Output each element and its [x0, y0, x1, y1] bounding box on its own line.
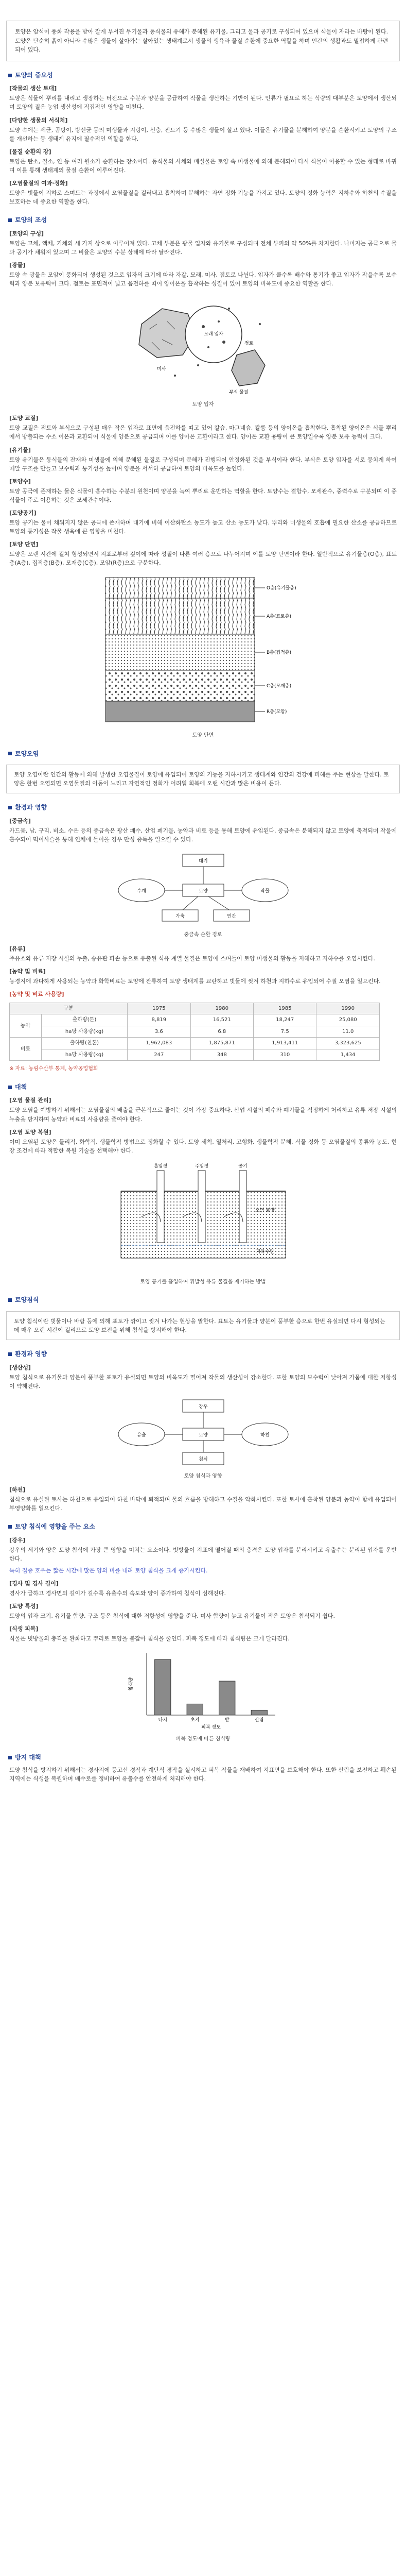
paragraph: 주유소와 유류 저장 시설의 누출, 송유관 파손 등으로 유출된 석유 계열 물질은 토양에 스며들어 토양 미생물의 활동을 저해하고 지하수를 오염시킨다. — [9, 955, 375, 962]
subheading: [다양한 생물의 서식처] — [9, 116, 68, 124]
fig4-label: 지하수면 — [256, 1249, 274, 1255]
paragraph: 토양은 빗물이 지하로 스며드는 과정에서 오염물질을 걸러내고 흡착하며 분해하는 자연 정화 기능을 가지고 있다. 토양의 정화 능력은 지하수와 하천의 수질을 보호하는 데 중요한 역할을 한다. — [9, 189, 397, 205]
subheading: [강우] — [9, 1536, 26, 1544]
figure-erosion-chart — [0, 1648, 406, 1743]
figure-vapor-extraction — [0, 1160, 406, 1286]
x-tick-label: 나지 — [158, 1718, 167, 1723]
table-cell: ha당 사용량(kg) — [41, 1026, 127, 1038]
paragraph: 토양의 입자 크기, 유기물 함량, 구조 등은 침식에 대한 저항성에 영향을 준다. 미사 함량이 높고 유기물이 적은 토양은 침식되기 쉽다. — [9, 1613, 335, 1620]
bullet-icon — [8, 1086, 12, 1089]
chart-caption: 피복 정도에 따른 침식량 — [175, 1736, 231, 1742]
subheading: [물질 순환의 장] — [9, 148, 51, 155]
subheading: [하천] — [9, 1486, 26, 1494]
fig1-label: 부식 물질 — [228, 389, 249, 395]
paragraph: 식물은 빗방울의 충격을 완화하고 뿌리로 토양을 붙잡아 침식을 줄인다. 피복 정도에 따라 침식량은 크게 달라진다. — [9, 1635, 290, 1642]
paragraph: 토양 공기는 물이 채워지지 않은 공극에 존재하며 대기에 비해 이산화탄소 농도가 높고 산소 농도가 낮다. 뿌리와 미생물의 호흡에 필요한 산소를 공급하므로 토양의 통기성은 작물 생육에 큰 영향을 미친다. — [9, 519, 397, 535]
soil-particles-illustration — [126, 293, 280, 396]
fig5-label: 침식 — [198, 1456, 208, 1462]
subheading: [경사 및 경사 길이] — [9, 1580, 59, 1587]
table-cell: 18,247 — [254, 1014, 316, 1026]
table-header-cell: 1980 — [190, 1003, 253, 1014]
bullet-icon — [8, 1525, 12, 1529]
table-cell: 3,323,625 — [316, 1038, 380, 1049]
section-title-text: 토양침식 — [15, 1296, 39, 1304]
bullet-icon — [8, 1352, 12, 1356]
table-cell: 310 — [254, 1049, 316, 1061]
table-cell: 1,913,411 — [254, 1038, 316, 1049]
fig4-label: 흡입정 — [153, 1163, 167, 1169]
bullet-icon — [8, 752, 12, 755]
fig2-label: C층(모재층) — [266, 684, 291, 689]
paragraph: 카드뮴, 납, 구리, 비소, 수은 등의 중금속은 광산 폐수, 산업 폐기물, 농약과 비료 등을 통해 토양에 유입된다. 중금속은 분해되지 않고 토양에 축적되며 작물에 흡수되어 먹이사슬을 통해 인체에 들어올 경우 만성 중독을 일으킬 수 있다. — [9, 827, 397, 843]
paragraph: 경사가 급하고 경사면의 길이가 길수록 유출수의 속도와 양이 증가하여 침식이 심해진다. — [9, 1590, 226, 1597]
table-cell: 7.5 — [254, 1026, 316, 1038]
section-title-pollution — [8, 749, 398, 759]
subheading: [토양공기] — [9, 509, 37, 516]
figure-caption: 중금속 순환 경로 — [184, 932, 222, 938]
fig3-label: 대기 — [198, 859, 208, 865]
table-row — [10, 1014, 380, 1026]
fig4-label: 오염 토양 — [255, 1208, 275, 1213]
section-title-text: 토양의 중요성 — [15, 71, 53, 79]
soil-profile-illustration — [95, 572, 311, 727]
subheading: [오염 토양 복원] — [9, 1128, 51, 1136]
intro-text: 토양은 암석이 풍화 작용을 받아 잘게 부서진 무기물과 동식물의 유해가 분해된 유기물, 그리고 물과 공기로 구성되어 있으며 식물이 자라는 바탕이 된다. 토양은 단순히 흙이 아니라 수많은 생물이 살아가는 살아있는 생태계로서 생물의 생육과 물질 순환에 중요한 역할을 하며 인간의 생활과도 밀접하게 관련되어 있다. — [15, 28, 389, 54]
table-row — [10, 1049, 380, 1061]
subheading: [오염 물질 관리] — [9, 1097, 51, 1104]
subheading: [유류] — [9, 945, 26, 952]
pollution-box — [6, 765, 400, 793]
fig3-label: 수계 — [136, 889, 146, 894]
paragraph: 토양은 오랜 시간에 걸쳐 형성되면서 지표로부터 깊이에 따라 성질이 다른 여러 층으로 나누어지며 이를 토양 단면이라 한다. 일반적으로 유기물층(O층), 표토층(A층), 집적층(B층), 모재층(C층), 모암(R층)으로 구분한다. — [9, 550, 397, 567]
paragraph: 토양 교질은 점토와 부식으로 구성된 매우 작은 입자로 표면에 음전하를 띠고 있어 칼슘, 마그네슘, 칼륨 등의 양이온을 흡착한다. 흡착된 양이온은 식물 뿌리에서 방출되는 수소 이온과 교환되어 식물에 양분으로 공급되며 이를 양이온 교환이라고 한다. 양이온 교환 용량이 큰 토양일수록 양분 보유 능력이 크다. — [9, 425, 397, 440]
fig2-label: R층(모암) — [266, 709, 287, 715]
table-header-row — [10, 1003, 380, 1014]
table-cell: 16,521 — [190, 1014, 253, 1026]
usage-table — [9, 1003, 380, 1061]
bullet-icon — [8, 218, 12, 222]
subheading: [토양 단면] — [9, 540, 39, 548]
table-cell: 1,434 — [316, 1049, 380, 1061]
subheading: [식생 피복] — [9, 1625, 39, 1633]
figure-soil-profile — [0, 572, 406, 740]
paragraph: 농경지에 과다하게 사용되는 농약과 화학비료는 토양에 잔류하여 토양 생태계를 교란하고 빗물에 씻겨 하천과 지하수로 유입되어 수질 오염을 일으킨다. — [9, 977, 381, 985]
fig5-label: 강우 — [198, 1404, 208, 1410]
bar — [187, 1704, 203, 1716]
paragraph: 토양 유기물은 동식물의 잔재와 미생물에 의해 분해된 물질로 구성되며 분해가 진행되어 안정화된 것을 부식이라 한다. 부식은 토양 입자를 서로 뭉치게 하여 떼알 구조를 만들고 보수력과 통기성을 높이며 양분을 서서히 공급하여 토양의 비옥도를 높인다. — [9, 456, 397, 472]
fig3-label: 작물 — [260, 889, 270, 894]
table-cell: 8,819 — [128, 1014, 190, 1026]
y-axis-label: 침식량 — [128, 1677, 134, 1691]
section-title-erosion — [8, 1295, 398, 1305]
table-cell: 25,080 — [316, 1014, 380, 1026]
section-title-measures — [8, 1082, 398, 1092]
subheading: [광물] — [9, 261, 26, 268]
erosion-effects-diagram — [111, 1396, 296, 1468]
paragraph: 토양 속에는 세균, 곰팡이, 방선균 등의 미생물과 지렁이, 선충, 진드기 등 수많은 생물이 살고 있다. 이들은 유기물을 분해하여 양분을 순환시키고 토양의 구조를 개선하는 등 생태계 유지에 필수적인 역할을 한다. — [9, 126, 397, 142]
figure-heavy-metal-cycle — [0, 849, 406, 939]
fig3-label: 토양 — [198, 889, 208, 894]
section-title-effects — [8, 803, 398, 812]
table-cell: 농약 — [10, 1014, 42, 1038]
paragraph: 토양 공극에 존재하는 물은 식물이 흡수하는 수분의 원천이며 양분을 녹여 뿌리로 운반하는 역할을 한다. 토양수는 결합수, 모세관수, 중력수로 구분되며 이 중 식물이 주로 이용하는 것은 모세관수이다. — [9, 487, 397, 503]
section-title-importance — [8, 71, 398, 80]
x-tick-label: 산림 — [254, 1718, 263, 1723]
table-row — [10, 1038, 380, 1049]
bar — [219, 1681, 235, 1715]
paragraph: 이미 오염된 토양은 물리적, 화학적, 생물학적 방법으로 정화할 수 있다. 토양 세척, 열처리, 고형화, 생물학적 분해, 식물 정화 등 오염물질의 종류와 농도, 현장 조건에 따라 적합한 복원 기술을 선택해야 한다. — [9, 1138, 397, 1154]
paragraph: 토양 속 광물은 모암이 풍화되어 생성된 것으로 입자의 크기에 따라 자갈, 모래, 미사, 점토로 나뉜다. 입자가 클수록 배수와 통기가 좋고 입자가 작을수록 보수력과 양분 보유력이 크다. 점토는 표면적이 넓고 음전하를 띠어 양이온을 흡착하는 성질이 있어 토양의 비옥도에 중요한 역할을 한다. — [9, 271, 397, 287]
subheading: [생산성] — [9, 1364, 31, 1371]
table-header-cell: 구분 — [10, 1003, 128, 1014]
table-cell: 출하량(톤) — [41, 1014, 127, 1026]
subheading: [작물의 생산 토대] — [9, 85, 57, 92]
paragraph: 토양 침식이란 빗물이나 바람 등에 의해 표토가 깎이고 씻겨 나가는 현상을 말한다. 표토는 유기물과 양분이 풍부한 층으로 한번 유실되면 다시 형성되는 데 매우 오랜 시간이 걸리므로 토양 보전을 위해 침식을 방지해야 한다. — [14, 1317, 385, 1333]
figure-caption: 토양 침식과 영향 — [184, 1473, 222, 1479]
fig4-label: 공기 — [238, 1163, 248, 1169]
fig1-label: 미사 — [156, 366, 166, 372]
erosion-box — [6, 1311, 400, 1340]
table-row — [10, 1026, 380, 1038]
table-cell: 6.8 — [190, 1026, 253, 1038]
fig2-label: A층(표토층) — [266, 614, 291, 620]
bar — [251, 1710, 267, 1716]
fig2-label: O층(유기물층) — [266, 586, 296, 591]
intro-box — [6, 21, 400, 61]
fig5-label: 토양 — [198, 1432, 208, 1438]
fig5-label: 유출 — [136, 1432, 146, 1438]
section-title-text: 환경과 영향 — [15, 1350, 47, 1358]
subheading: [중금속] — [9, 817, 31, 824]
x-tick-label: 밭 — [224, 1718, 230, 1723]
table-cell: 비료 — [10, 1038, 42, 1061]
bullet-icon — [8, 1298, 12, 1302]
fig4-label: 주입정 — [195, 1163, 208, 1169]
fig1-label: 점토 — [244, 341, 253, 346]
section-title-text: 토양오염 — [15, 750, 39, 757]
bar — [154, 1659, 170, 1715]
subheading: [토양의 구성] — [9, 230, 44, 237]
paragraph: 토양 오염이란 인간의 활동에 의해 발생한 오염물질이 토양에 유입되어 토양의 기능을 저하시키고 생태계와 인간의 건강에 피해를 주는 현상을 말한다. 토양은 한번 오염되면 오염물질의 이동이 느리고 자연적인 정화가 어려워 회복에 오랜 시간과 많은 비용이 든다. — [14, 771, 389, 787]
table-cell: 1,962,083 — [128, 1038, 190, 1049]
heavy-metal-cycle-diagram — [111, 849, 296, 926]
bullet-icon — [8, 74, 12, 77]
table-cell: 348 — [190, 1049, 253, 1061]
fig3-label: 가축 — [175, 914, 185, 920]
table-cell: 247 — [128, 1049, 190, 1061]
table-header-cell: 1985 — [254, 1003, 316, 1014]
paragraph: 강우의 세기와 양은 토양 침식에 가장 큰 영향을 미치는 요소이다. 빗방울이 지표에 떨어질 때의 충격은 토양 입자를 분리시키고 유출수는 분리된 입자를 운반한다. — [9, 1546, 397, 1563]
paragraph: 토양은 고체, 액체, 기체의 세 가지 상으로 이루어져 있다. 고체 부분은 광물 입자와 유기물로 구성되며 전체 부피의 약 50%를 차지한다. 나머지는 공극으로 물과 공기가 채워져 있으며 그 비율은 토양의 수분 상태에 따라 달라진다. — [9, 240, 397, 256]
paragraph: 토양 침식을 방지하기 위해서는 경사지에 등고선 경작과 계단식 경작을 실시하고 피복 작물을 재배하여 지표면을 보호해야 한다. 또한 산림을 보전하고 훼손된 지역에는 식생을 복원하며 배수로를 정비하여 유출수를 안전하게 처리해야 한다. — [9, 1766, 397, 1782]
paragraph: 토양은 식물이 뿌리를 내리고 생장하는 터전으로 수분과 양분을 공급하여 작물을 생산하는 기반이 된다. 인류가 필요로 하는 식량의 대부분은 토양에서 생산되며 토양의 질은 농업 생산성에 직접적인 영향을 미친다. — [9, 95, 397, 111]
subheading: [농약 및 비료] — [9, 968, 46, 975]
paragraph: 토양 침식으로 유기물과 양분이 풍부한 표토가 유실되면 토양의 비옥도가 떨어져 작물의 생산성이 감소한다. 또한 토양의 보수력이 낮아져 가뭄에 대한 저항성이 약해진다. — [9, 1374, 397, 1389]
bullet-icon — [8, 806, 12, 809]
table-cell: 3.6 — [128, 1026, 190, 1038]
table-cell: 1,875,871 — [190, 1038, 253, 1049]
vapor-extraction-diagram — [111, 1160, 296, 1274]
section-title-text: 대책 — [15, 1083, 27, 1091]
table-cell: 11.0 — [316, 1026, 380, 1038]
fig3-label: 인간 — [226, 914, 236, 920]
subheading: [오염물질의 여과·정화] — [9, 179, 68, 187]
fig2-label: B층(집적층) — [266, 650, 291, 656]
table-cell: ha당 사용량(kg) — [41, 1049, 127, 1061]
table-header-cell: 1990 — [316, 1003, 380, 1014]
figure-erosion-effects — [0, 1396, 406, 1481]
subheading: [토양 교질] — [9, 415, 39, 422]
table-caption: [농약 및 비료 사용량] — [9, 990, 64, 997]
figure-soil-particles — [0, 293, 406, 409]
subheading: [토양 특성] — [9, 1603, 39, 1610]
section-title-text: 환경과 영향 — [15, 804, 47, 811]
figure-caption: 토양 공기를 흡입하여 휘발성 유류 물질을 제거하는 방법 — [140, 1279, 266, 1285]
section-title-composition — [8, 215, 398, 225]
table-note: ※ 자료: 농림수산부 통계, 농약공업협회 — [9, 1066, 98, 1072]
highlighted-paragraph: 특히 집중 호우는 짧은 시간에 많은 양의 비를 내려 토양 침식을 크게 증가시킨다. — [9, 1567, 208, 1574]
section-title-prevention — [8, 1753, 398, 1762]
section-title-text: 토양 침식에 영향을 주는 요소 — [15, 1523, 95, 1531]
x-tick-label: 초지 — [190, 1718, 199, 1723]
x-axis-label: 피복 정도 — [201, 1725, 221, 1731]
paragraph: 토양은 탄소, 질소, 인 등 여러 원소가 순환하는 장소이다. 동식물의 사체와 배설물은 토양 속 미생물에 의해 분해되어 다시 식물이 이용할 수 있는 형태로 바뀌며 이를 통해 생태계의 물질 순환이 이루어진다. — [9, 158, 397, 174]
section-title-text: 방지 대책 — [15, 1753, 41, 1761]
paragraph: 침식으로 유실된 토사는 하천으로 유입되어 하천 바닥에 퇴적되며 물의 흐름을 방해하고 수질을 악화시킨다. 또한 토사에 흡착된 양분과 농약이 함께 유입되어 부영양화를 일으킨다. — [9, 1496, 397, 1512]
table-header-cell: 1975 — [128, 1003, 190, 1014]
table-cell: 출하량(천톤) — [41, 1038, 127, 1049]
erosion-bar-chart — [126, 1648, 280, 1731]
section-title-erosion-effects — [8, 1349, 398, 1359]
figure-caption: 토양 입자 — [192, 401, 214, 408]
section-title-text: 토양의 조성 — [15, 216, 47, 224]
figure-caption: 토양 단면 — [192, 733, 214, 739]
subheading: [토양수] — [9, 478, 31, 485]
fig5-label: 하천 — [260, 1432, 270, 1438]
section-title-factors — [8, 1522, 398, 1532]
subheading: [유기물] — [9, 446, 31, 453]
bullet-icon — [8, 1756, 12, 1759]
paragraph: 토양 오염을 예방하기 위해서는 오염물질의 배출을 근본적으로 줄이는 것이 가장 중요하다. 산업 시설의 폐수와 폐기물을 적정하게 처리하고 유류 저장 시설의 누출을 방지하며 농약과 비료의 사용량을 줄여야 한다. — [9, 1107, 397, 1123]
fig1-label: 모래 입자 — [203, 331, 223, 337]
